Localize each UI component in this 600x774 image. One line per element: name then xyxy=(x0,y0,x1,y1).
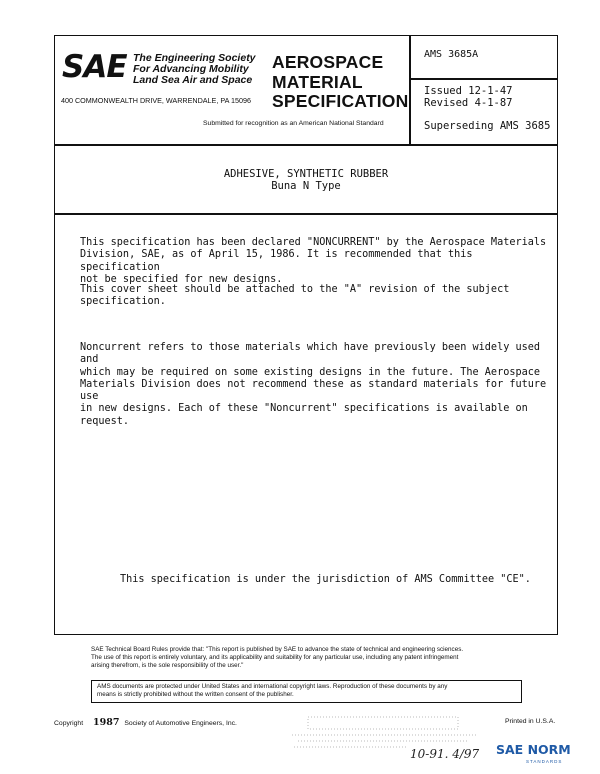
sae-logo xyxy=(62,49,127,85)
society-address: 400 COMMONWEALTH DRIVE, WARRENDALE, PA 15096 xyxy=(61,96,251,105)
text-line: request. xyxy=(80,415,130,427)
ansi-submission-note: Submitted for recognition as an American National Standard xyxy=(203,120,384,127)
board-rules-notice xyxy=(91,646,531,670)
noncurrent-declaration xyxy=(80,237,550,286)
doc-type-line: SPECIFICATION xyxy=(272,91,409,111)
issued-date: Issued 12-1-47 xyxy=(424,85,513,97)
spec-number-divider xyxy=(409,78,558,80)
text-line: This specification has been declared "NONCURRENT" by the Aerospace Materials xyxy=(80,237,547,248)
text-line: Noncurrent refers to those materials which have previously been widely used and xyxy=(80,342,541,366)
text-line: specification. xyxy=(80,296,166,308)
copyright-label: Copyright xyxy=(54,720,84,727)
society-line: The Engineering Society xyxy=(133,52,256,64)
spec-number: AMS 3685A xyxy=(424,49,479,60)
sae-norm-subtext: STANDARDS xyxy=(526,759,563,764)
text-line: This cover sheet should be attached to the "A" revision of the subject xyxy=(80,284,510,295)
spec-title: ADHESIVE, SYNTHETIC RUBBER xyxy=(223,168,389,180)
spec-subtitle: Buna N Type xyxy=(271,180,341,192)
footer-line: SAE Technical Board Rules provide that: "This report is published by SAE to advance the state of technical and engineering sciences. xyxy=(91,646,464,653)
handwritten-note: 10-91. 4/97 xyxy=(410,747,480,761)
copyright-org: Society of Automotive Engineers, Inc. xyxy=(124,720,237,727)
society-line: Land Sea Air and Space xyxy=(133,74,253,86)
doc-type-line: MATERIAL xyxy=(272,71,363,92)
footer-line: arising therefrom, is the sole responsibility of the user." xyxy=(91,662,244,669)
noncurrent-explanation xyxy=(80,342,550,428)
footer-line: The use of this report is entirely voluntary, and its applicability and suitability for any particular use, including any patent infringement xyxy=(91,654,459,661)
society-tagline xyxy=(133,53,256,86)
footer-line: means is strictly prohibited without the written consent of the publisher. xyxy=(97,691,294,698)
text-line: Materials Division does not recommend these as standard materials for future use xyxy=(80,378,547,403)
text-line: which may be required on some existing designs in the future. The Aerospace xyxy=(80,366,541,378)
doc-type-line: AEROSPACE xyxy=(272,52,384,72)
society-line: For Advancing Mobility xyxy=(133,63,249,75)
header-right-divider xyxy=(409,35,411,145)
title-divider xyxy=(54,213,558,215)
superseding-note: Superseding AMS 3685 xyxy=(424,120,551,132)
copyright-protection-box xyxy=(91,680,522,703)
copyright-line xyxy=(54,717,237,728)
footer-line: AMS documents are protected under United States and international copyright laws. Reproduction of these documents by any xyxy=(97,683,448,690)
jurisdiction-statement: This specification is under the jurisdiction of AMS Committee "CE". xyxy=(120,574,531,585)
sae-norm-text: SAE NORM xyxy=(496,742,571,757)
header-divider xyxy=(54,144,558,146)
revised-date: Revised 4-1-87 xyxy=(424,97,513,109)
sae-logo-text: SAE xyxy=(62,49,127,85)
document-type-title xyxy=(272,53,408,112)
cover-sheet-note xyxy=(80,284,550,309)
copyright-year: 1987 xyxy=(92,717,120,728)
sae-norm-logo xyxy=(486,740,592,768)
text-line: in new designs. Each of these "Noncurrent" specifications is available on xyxy=(80,403,528,415)
printed-in: Printed in U.S.A. xyxy=(505,718,556,725)
text-line: Division, SAE, as of April 15, 1986. It is recommended that this specification xyxy=(80,249,473,273)
text-line: not be specified for new designs. xyxy=(80,273,283,285)
